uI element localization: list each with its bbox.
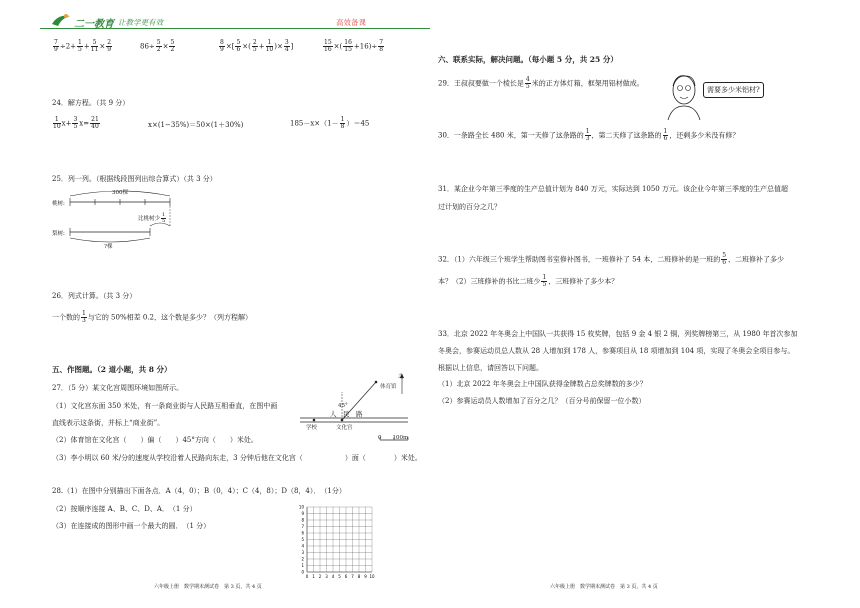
q27-map-gym: 体育馆 xyxy=(380,384,397,390)
grid-x-tick: 4 xyxy=(331,574,335,579)
header-slogan: 让教学更有效 xyxy=(118,18,163,27)
grid-y-tick: 9 xyxy=(301,511,304,516)
q25-row2-label: 梨树: xyxy=(52,231,65,237)
q29-text: 29．王叔叔要做一个棱长是 $\frac{4}{5}$ 米的正方体灯箱，框架用铝材做成。 xyxy=(438,76,644,90)
grid-y-tick: 7 xyxy=(301,524,304,529)
q30-text: 30．一条路全长 480 米，第一天修了这条路的 $\frac{1}{3}$ ，第二天修了这条路的 $\frac{1}{6}$ ，还剩多少米没有修？ xyxy=(438,128,740,142)
grid-y-tick: 5 xyxy=(301,537,304,542)
grid-x-tick: 3 xyxy=(325,574,328,579)
q27-map-road: 人 民 路 xyxy=(330,410,363,418)
grid-y-tick: 8 xyxy=(301,517,304,523)
q33-line3: 根据以上信息，请回答以下问题。 xyxy=(438,364,543,372)
q23-expression-3: $\frac{8}{9}$ ×[ $\frac{5}{6}$ ×( $\frac{2}{5}$ + $\frac{1}{10}$ )× $\frac{3}{4}$ ] xyxy=(220,39,294,53)
q24-title: 24．解方程。（共 9 分） xyxy=(52,99,130,107)
footer-left: 六年级上册 数学期末测试卷 第 3 页，共 4 页 xyxy=(154,584,262,590)
grid-y-tick: 4 xyxy=(301,543,304,549)
section5-title: 五、作图题。（2 道小题，共 8 分） xyxy=(52,365,172,374)
q32-line1: 32．（1）六年级三个班学生帮助图书室修补图书，一班修补了 54 本，二班修补的是一班的 $\frac{5}{6}$ ，二班修补了多少 xyxy=(438,252,785,266)
q32-line2: 本？（2）三班修补的书比二班少 $\frac{1}{5}$ ，三班修补了多少本？ xyxy=(438,274,619,288)
q27-line2: （1）文化宫东面 350 米处，有一条商业街与人民路互相垂直，在图中画 xyxy=(52,402,278,410)
grid-x-tick: 9 xyxy=(364,574,367,579)
grid-y-tick: 3 xyxy=(301,550,304,555)
q24-equation-2: x×(1−35%)＝50×(1＋30%) xyxy=(148,121,244,129)
q33-line2: 冬奥会，参赛运动员总人数从 28 人增加到 178 人，参赛项目从 18 项增加到 104 项，实现了冬奥会全项目参与。 xyxy=(438,347,795,355)
q29-speech-bubble: 需要多少米铝材? xyxy=(703,82,764,98)
q31-line2: 过计划的百分之几？ xyxy=(438,203,501,211)
grid-y-tick: 2 xyxy=(301,556,304,562)
grid-y-tick: 10 xyxy=(298,504,304,510)
q33-line5: （2）参赛运动员人数增加了百分之几？（百分号前保留一位小数） xyxy=(438,397,646,405)
grid-y-tick: 6 xyxy=(301,530,304,536)
grid-x-tick: 1 xyxy=(312,574,315,579)
q28-line2: （2）按顺序连接 A、B、C、D、A． （1 分） xyxy=(52,505,197,513)
footer-right: 六年级上册 数学期末测试卷 第 3 页，共 4 页 xyxy=(550,584,658,590)
q23-expression-1: $\frac{7}{9}$ ÷2+ $\frac{1}{5}$ + $\frac{5}{11}$ × $\frac{2}{9}$ xyxy=(54,39,112,53)
q23-expression-4: $\frac{15}{16}$ ×( $\frac{16}{15}$ +16)÷ $\frac{7}{8}$ xyxy=(324,39,384,53)
q27-line1: 27．（5 分）某文化宫周围环境如图所示。 xyxy=(52,384,184,392)
grid-x-tick: 2 xyxy=(318,574,322,579)
q27-map-palace: 文化宫 xyxy=(336,425,353,431)
q26-title: 26．列式计算。（共 3 分） xyxy=(52,292,137,300)
q24-equation-1: $\frac{1}{10}$ x+ $\frac{3}{5}$ x= $\frac{21}{40}$ xyxy=(53,116,99,130)
q27-line3: 直线表示这条街，并标上“商业街”。 xyxy=(52,419,165,427)
section6-title: 六、联系实际，解决问题。（每小题 5 分，共 25 分） xyxy=(438,55,618,64)
grid-y-tick: 1 xyxy=(301,563,304,568)
header-tag: 高效备课 xyxy=(336,18,366,27)
q28-line1: 28.（1）在图中分别描出下面各点．A（4，0）；B（0，4）；C（4，8）；D（8，4）． （1分） xyxy=(52,487,346,495)
grid-x-tick: 7 xyxy=(351,574,354,579)
q27-line5: （3）李小明以 60 米/分的速度从学校沿着人民路向东走，3 分钟后他在文化宫（ ）面（ ）米处。 xyxy=(52,454,422,462)
q33-line1: 33．北京 2022 年冬奥会上中国队一共获得 15 枚奖牌，包括 9 金 4 银 2 铜，列奖牌榜第三，从 1980 年首次参加 xyxy=(438,330,798,338)
header-logo-icon xyxy=(50,12,72,32)
q29-person-illustration xyxy=(664,70,704,120)
q25-label-bottom: ?棵 xyxy=(104,244,113,250)
q27-map-school: 学校 xyxy=(306,425,318,431)
q27-line4: （2）体育馆在文化宫（ ）偏（ ）45°方向（ ）米处。 xyxy=(52,436,258,444)
grid-x-tick: 0 xyxy=(305,574,309,579)
grid-x-tick: 10 xyxy=(369,574,375,579)
q25-title: 25．列一列。（根据线段图列出综合算式）（共 3 分） xyxy=(52,175,217,183)
q25-row1-label: 桃树: xyxy=(52,201,65,207)
q33-line4: （1）北京 2022 年冬奥会上中国队获得金牌数占总奖牌数的多少？ xyxy=(438,380,647,388)
q24-equation-3: 185－x×（1－ $\frac{1}{8}$ ）＝45 xyxy=(290,116,370,130)
grid-y-tick: 0 xyxy=(301,569,304,575)
q25-label-top: 300棵 xyxy=(112,190,128,196)
header-brand: 二一教育 xyxy=(74,19,114,30)
q25-segment-diagram xyxy=(50,188,200,248)
q26-text: 一个数的 $\frac{1}{3}$ 与它的 50%相差 0.2，这个数是多少？（列方程解） xyxy=(52,310,252,324)
q25-note: 比桃树少 $\frac{1}{5}$ xyxy=(138,212,166,224)
grid-x-tick: 5 xyxy=(338,574,341,579)
q31-line1: 31．某企业今年第三季度的生产总值计划为 840 万元，实际达到 1050 万元。该企业今年第三季度的生产总值超 xyxy=(438,185,788,193)
q28-grid xyxy=(297,502,377,582)
grid-x-tick: 6 xyxy=(344,574,348,579)
q23-expression-2: 86÷ $\frac{5}{2}$ × $\frac{5}{2}$ xyxy=(140,39,175,53)
q27-map-north: 北 xyxy=(398,374,404,380)
grid-x-tick: 8 xyxy=(357,574,361,579)
q27-map-angle: 45° xyxy=(338,403,348,409)
q28-line3: （3）在连接成的图形中画一个最大的圆． （1 分） xyxy=(52,522,211,530)
q27-map-scale: 0 100m xyxy=(378,435,409,441)
